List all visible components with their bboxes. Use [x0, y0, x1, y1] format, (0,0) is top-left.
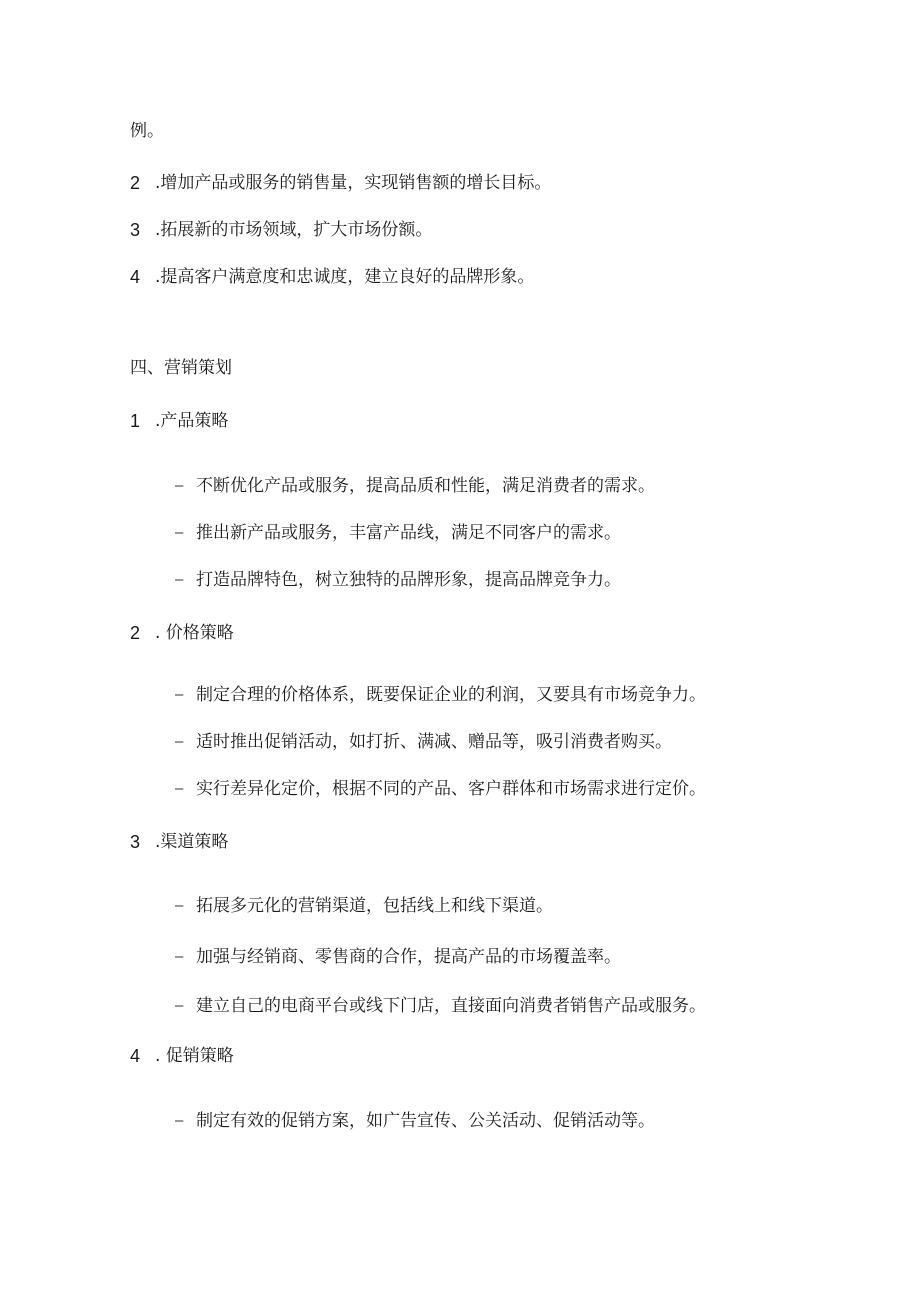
strategy-title: .渠道策略 — [155, 832, 229, 852]
intro-tail-text: 例。 — [130, 121, 164, 141]
goal-text: .增加产品或服务的销售量，实现销售额的增长目标。 — [155, 173, 552, 193]
strategy-number: 1 — [130, 411, 141, 431]
dash-bullet-icon: – — [175, 897, 184, 914]
strategy-number: 3 — [130, 832, 141, 852]
bullet-text: 适时推出促销活动，如打折、满减、赠品等，吸引消费者购买。 — [196, 732, 672, 752]
dash-bullet-icon: – — [175, 571, 184, 588]
dash-bullet-icon: – — [175, 1112, 184, 1129]
strategy-title: . 价格策略 — [155, 623, 234, 643]
dash-bullet-icon: – — [175, 733, 184, 750]
dash-bullet-icon: – — [175, 524, 184, 541]
strategy-title: . 促销策略 — [155, 1046, 234, 1066]
strategy-number: 2 — [130, 623, 141, 643]
bullet-text: 不断优化产品或服务，提高品质和性能，满足消费者的需求。 — [196, 476, 655, 496]
bullet-text: 制定合理的价格体系，既要保证企业的利润，又要具有市场竞争力。 — [196, 685, 706, 705]
bullet-text: 打造品牌特色，树立独特的品牌形象，提高品牌竞争力。 — [196, 570, 621, 590]
section-heading-text: 四、营销策划 — [130, 358, 232, 378]
dash-bullet-icon: – — [175, 477, 184, 494]
bullet-text: 拓展多元化的营销渠道，包括线上和线下渠道。 — [196, 896, 553, 916]
strategy-title: .产品策略 — [155, 411, 229, 431]
dash-bullet-icon: – — [175, 780, 184, 797]
strategy-number: 4 — [130, 1046, 141, 1066]
dash-bullet-icon: – — [175, 948, 184, 965]
goal-text: .提高客户满意度和忠诚度，建立良好的品牌形象。 — [155, 267, 535, 287]
bullet-text: 加强与经销商、零售商的合作，提高产品的市场覆盖率。 — [196, 947, 621, 967]
goal-number: 4 — [130, 267, 141, 287]
dash-bullet-icon: – — [175, 686, 184, 703]
bullet-text: 推出新产品或服务，丰富产品线，满足不同客户的需求。 — [196, 523, 621, 543]
goal-text: .拓展新的市场领域，扩大市场份额。 — [155, 220, 433, 240]
bullet-text: 实行差异化定价，根据不同的产品、客户群体和市场需求进行定价。 — [196, 779, 706, 799]
goal-number: 3 — [130, 220, 141, 240]
bullet-text: 制定有效的促销方案，如广告宣传、公关活动、促销活动等。 — [196, 1111, 655, 1131]
goal-number: 2 — [130, 173, 141, 193]
bullet-text: 建立自己的电商平台或线下门店，直接面向消费者销售产品或服务。 — [196, 996, 706, 1016]
dash-bullet-icon: – — [175, 997, 184, 1014]
